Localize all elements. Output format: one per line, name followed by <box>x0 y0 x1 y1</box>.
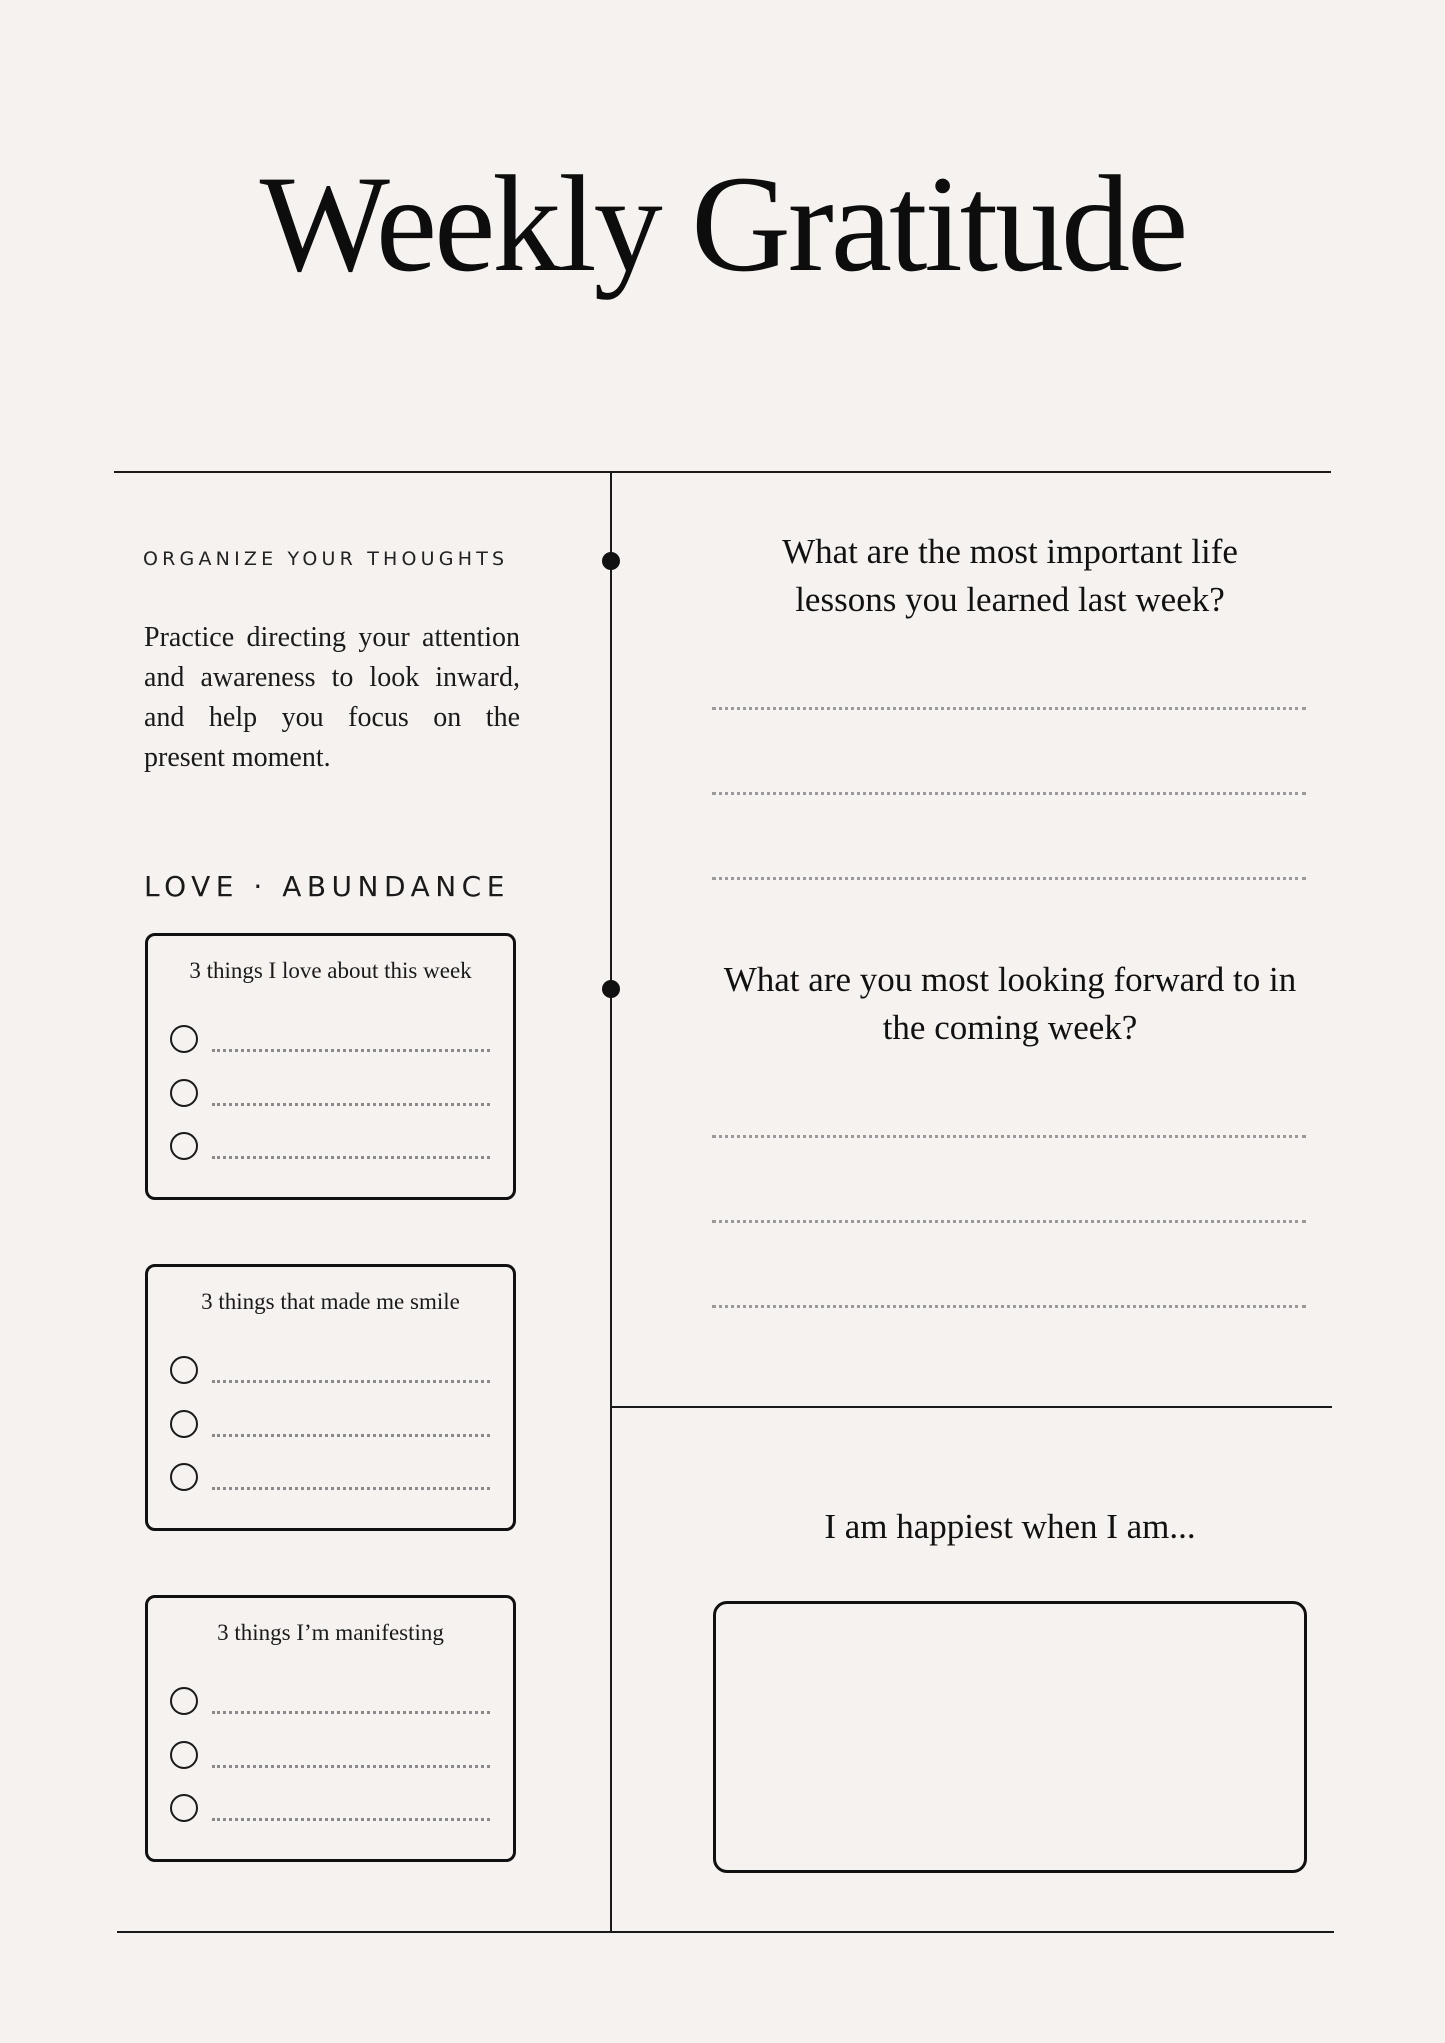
checkbox-circle[interactable] <box>170 1079 198 1107</box>
list-item <box>170 1356 490 1390</box>
write-line[interactable] <box>212 1434 490 1437</box>
answer-box[interactable] <box>713 1601 1307 1873</box>
write-line[interactable] <box>212 1380 490 1383</box>
list-item <box>170 1132 490 1166</box>
checkbox-circle[interactable] <box>170 1356 198 1384</box>
timeline-dot-1 <box>602 552 620 570</box>
answer-line[interactable] <box>712 707 1306 710</box>
write-line[interactable] <box>212 1487 490 1490</box>
bottom-divider <box>117 1931 1334 1933</box>
list-item <box>170 1794 490 1828</box>
timeline-dot-2 <box>602 980 620 998</box>
checkbox-circle[interactable] <box>170 1410 198 1438</box>
question-life-lessons: What are the most important life lessons you learned last week? <box>782 532 1238 619</box>
card-title: 3 things I’m manifesting <box>217 1620 444 1645</box>
list-item <box>170 1687 490 1721</box>
prompt-happiest: I am happiest when I am... <box>824 1507 1196 1546</box>
answer-line[interactable] <box>712 877 1306 880</box>
checkbox-circle[interactable] <box>170 1741 198 1769</box>
card-smile <box>145 1264 516 1531</box>
list-item <box>170 1079 490 1113</box>
list-item <box>170 1741 490 1775</box>
checkbox-circle[interactable] <box>170 1463 198 1491</box>
top-divider <box>114 471 1331 473</box>
question-looking-forward: What are you most looking forward to in the coming week? <box>723 960 1297 1047</box>
write-line[interactable] <box>212 1818 490 1821</box>
checkbox-circle[interactable] <box>170 1687 198 1715</box>
center-divider <box>610 471 612 1933</box>
answer-line[interactable] <box>712 1220 1306 1223</box>
write-line[interactable] <box>212 1156 490 1159</box>
card-title: 3 things I love about this week <box>189 958 472 983</box>
section-label: ORGANIZE YOUR THOUGHTS <box>143 548 509 570</box>
card-manifesting <box>145 1595 516 1862</box>
checkbox-circle[interactable] <box>170 1794 198 1822</box>
write-line[interactable] <box>212 1049 490 1052</box>
values-heading: LOVE · ABUNDANCE <box>144 870 510 903</box>
card-title: 3 things that made me smile <box>201 1289 460 1314</box>
list-item <box>170 1410 490 1444</box>
page-title: Weekly Gratitude <box>259 147 1186 300</box>
answer-line[interactable] <box>712 1135 1306 1138</box>
checkbox-circle[interactable] <box>170 1025 198 1053</box>
card-love <box>145 933 516 1200</box>
write-line[interactable] <box>212 1765 490 1768</box>
intro-text: Practice directing your attention and awareness to look inward, and help you focus on the present moment. <box>144 622 520 773</box>
answer-line[interactable] <box>712 1305 1306 1308</box>
write-line[interactable] <box>212 1711 490 1714</box>
checkbox-circle[interactable] <box>170 1132 198 1160</box>
right-section-divider <box>610 1406 1332 1408</box>
answer-line[interactable] <box>712 792 1306 795</box>
list-item <box>170 1463 490 1497</box>
write-line[interactable] <box>212 1103 490 1106</box>
list-item <box>170 1025 490 1059</box>
